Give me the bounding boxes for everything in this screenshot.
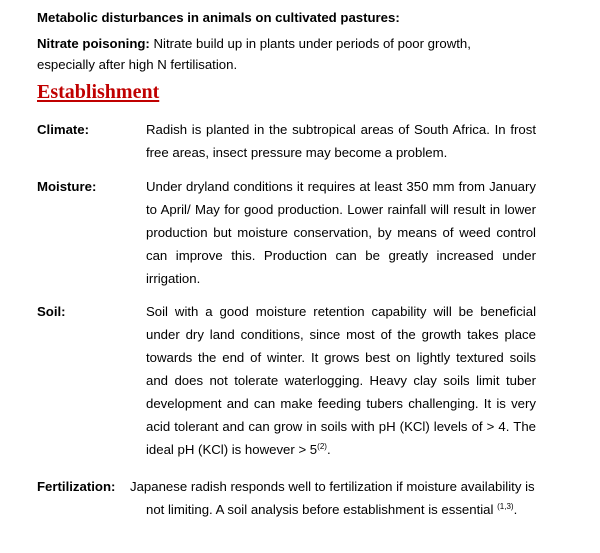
soil-description-text: Soil with a good moisture retention capability will be beneficial under dry land conditions, since most of the growth takes place towards the end of winter. It grows best on lightly textured soils and does not tolerate waterlogging. Heavy clay soils limit tuber development and can make feeding tubers challenging. It is very acid tolerant and can grow in soils with pH (KCl) levels of > 4. The ideal pH (KCl) is however > 5 — [146, 304, 536, 457]
soil-term: Soil: — [37, 304, 66, 319]
fertilization-term: Fertilization: — [37, 479, 116, 494]
soil-description — [146, 300, 536, 461]
nitrate-poisoning-label: Nitrate poisoning: — [37, 36, 150, 51]
moisture-description: Under dryland conditions it requires at least 350 mm from January to April/ May for good production. Lower rainfall will result in lower production but moisture conservation, by means of weed control can improve this. Production can be greatly increased under irrigation. — [146, 179, 536, 286]
nitrate-poisoning-text: Nitrate build up in plants under periods of poor growth, especially after high N fertilisation. — [37, 36, 471, 72]
climate-term: Climate: — [37, 122, 90, 137]
fertilization-description-end: . — [513, 502, 518, 517]
climate-description: Radish is planted in the subtropical areas of South Africa. In frost free areas, insect pressure may become a problem. — [146, 122, 536, 160]
fertilization-description-continuation — [130, 498, 540, 521]
fertilization-reference: (1,3) — [497, 502, 514, 511]
fertilization-description-line1: Japanese radish responds well to fertilization if moisture availability is — [130, 479, 535, 494]
fertilization-description — [130, 475, 540, 521]
fertilization-description-line2: not limiting. A soil analysis before establishment is essential — [146, 502, 498, 517]
soil-reference: (2) — [317, 442, 327, 451]
moisture-term: Moisture: — [37, 179, 97, 194]
metabolic-disturbances-heading: Metabolic disturbances in animals on cultivated pastures: — [37, 10, 400, 25]
establishment-heading: Establishment — [37, 81, 160, 103]
soil-description-end: . — [326, 442, 331, 457]
nitrate-poisoning-paragraph — [37, 33, 507, 75]
